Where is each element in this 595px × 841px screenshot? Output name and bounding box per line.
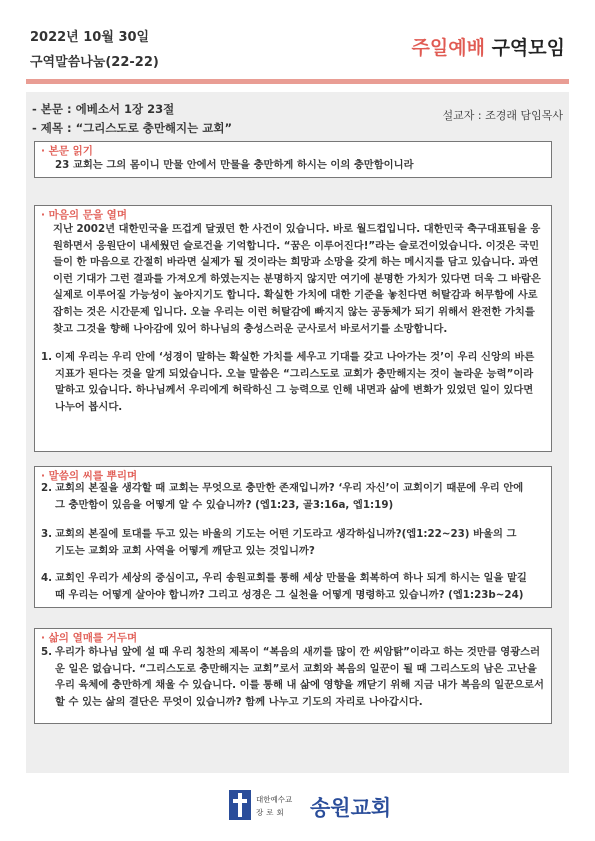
title-black: 구역모임 [491,37,565,59]
question-line: 우리가 하나님 앞에 설 때 우리 칭찬의 제목이 “복음의 새끼를 많이 깐 씨암탉”이라고 하는 것만큼 영광스러 [55,646,541,658]
header-date: 2022년 10월 30일 [30,30,150,45]
preacher: 설교자 : 조경래 담임목사 [442,109,563,122]
question-body [41,480,545,513]
question-2 [41,480,545,513]
header-subtitle: 구역말씀나눔(22-22) [30,55,159,70]
section1-intro [53,221,545,337]
question-line: 나누어 봅시다. [55,400,123,413]
question-line: 이제 우리는 우리 안에 ‘성경이 말하는 확실한 가치를 세우고 기대를 갖고 나아가는 것’이 우리 신앙의 바른 [55,351,535,363]
section2-heading: · 말씀의 씨를 뿌리며 [41,470,138,482]
question-5 [41,644,545,710]
church-logo [0,790,595,824]
question-number: 3. [41,528,53,540]
question-line: 때 우리는 어떻게 살아야 합니까? 그리고 성경은 그 실천을 어떻게 명령하고 있습니까? (엡1:23b~24) [55,588,524,601]
question-line: 운 일은 없습니다. “그리스도로 충만해지는 교회”로서 교회와 복음의 일꾼이 될 때 그리스도의 남은 고난을 [55,662,537,675]
reading-heading: · 본문 읽기 [41,145,93,157]
intro-line: 잡히는 것은 시간문제 입니다. 오늘 우리는 이런 허탈감에 빠지지 않는 공동체가 되기 위해서 완전한 가치를 [53,305,535,318]
header-divider [26,79,569,84]
intro-line: 찾고 그것을 향해 나아감에 있어 하나님의 충성스러운 군사로서 바로서기를 소망합니다. [53,322,448,335]
section3-heading: · 삶의 열매를 거두며 [41,632,138,644]
question-line: 교회의 본질에 토대를 두고 있는 바울의 기도는 어떤 기도라고 생각하십니까?(엡1:22~23) 바울의 그 [55,528,517,540]
question-3 [41,526,545,559]
question-line: 말하고 있습니다. 하나님께서 우리에게 허락하신 그 능력으로 인해 내면과 삶에 변화가 있었던 일이 있다면 [55,384,534,397]
denomination-line1: 대한예수교 [256,795,293,804]
question-number: 4. [41,572,53,584]
question-body [41,349,545,415]
reading-box [34,141,552,178]
church-name: 송원교회 [310,796,392,820]
question-number: 2. [41,482,53,494]
question-line: 그 충만함이 있음을 어떻게 알 수 있습니까? (엡1:23, 골3:16a, 엡1:19) [55,498,394,511]
question-line: 교회의 본질을 생각할 때 교회는 무엇으로 충만한 존재입니까? ‘우리 자신’이 교회이기 때문에 우리 안에 [55,482,524,494]
question-line: 교회인 우리가 세상의 중심이고, 우리 송원교회를 통해 세상 만물을 회복하여 하나 되게 하시는 일을 맡길 [55,572,527,584]
section-sow-word [34,466,552,608]
page-title [412,33,565,60]
cross-icon [229,790,251,820]
question-line: 우리 육체에 충만하게 채울 수 있습니다. 이를 통해 내 삶에 영향을 깨닫기 위해 지금 내가 복음의 일꾼으로서 [55,679,544,692]
intro-line: 이런 기대가 그런 결과를 가져오게 하였는지는 분명하지 않지만 여기에 분명한 가치가 있다면 더욱 그 바람은 [53,272,541,285]
sermon-title-line: - 제목 : “그리스도로 충만해지는 교회” [32,121,233,135]
denomination-line2: 장로회 [256,808,287,817]
question-body [41,570,545,603]
passage-line: - 본문 : 에베소서 1장 23절 [32,102,175,116]
question-number: 1. [41,351,53,363]
reading-verse: 23 교회는 그의 몸이니 만물 안에서 만물을 충만하게 하시는 이의 충만함이니라 [55,159,414,171]
intro-line: 들이 한 마음으로 간절히 바라면 실제가 될 것이라는 희망과 소망을 갖게 하는 메시지를 담고 있습니다. 과연 [53,256,539,269]
question-1 [41,349,545,415]
question-body [41,644,545,710]
intro-line: 실제로 이루어질 가능성이 높아지기도 합니다. 확실한 가치에 대한 기준을 놓친다면 허탈감과 허무함에 사로 [53,289,538,302]
question-4 [41,570,545,603]
title-red: 주일예배 [411,37,485,59]
question-line: 할 수 있는 삶의 결단은 무엇이 있습니까? 함께 나누고 기도의 자리로 나아갑시다. [55,695,423,708]
section-open-heart [34,205,552,452]
intro-line: 원하면서 응원단이 내세웠던 슬로건을 기억합니다. “꿈은 이루어진다!”라는 슬로건이었습니다. 이것은 국민 [53,239,540,252]
question-line: 지표가 된다는 것을 알게 되었습니다. 오늘 말씀은 “그리스도로 교회가 충만해지는 것이 놀라운 능력”이라 [55,367,534,380]
section-harvest [34,628,552,724]
question-number: 5. [41,646,53,658]
intro-line: 지난 2002년 대한민국을 뜨겁게 달궜던 한 사건이 있습니다. 바로 월드컵입니다. 대한민국 축구대표팀을 응 [53,223,541,235]
section1-heading: · 마음의 문을 열며 [41,209,127,221]
question-line: 기도는 교회와 교회 사역을 어떻게 깨닫고 있는 것입니까? [55,544,315,557]
question-body [41,526,545,559]
